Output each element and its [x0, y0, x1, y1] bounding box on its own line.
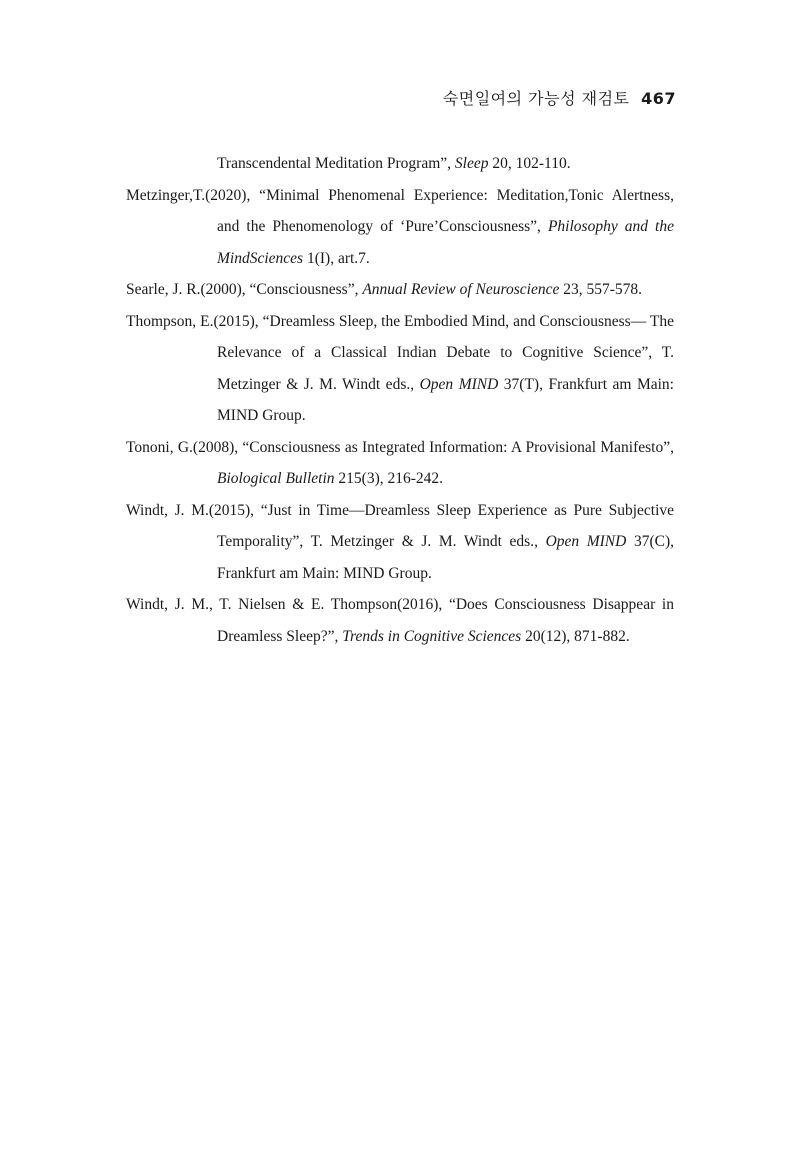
reference-source: Open MIND — [419, 375, 499, 393]
reference-text: Tononi, G.(2008), “Consciousness as Integrated Information: A Provisional Manifesto”, — [126, 438, 674, 456]
reference-source: Annual Review of Neuroscience — [362, 281, 560, 298]
running-header — [443, 86, 676, 109]
reference-text: Thompson, E.(2015), “Dreamless Sleep, the Embodied Mind, and Consciousness— The Relevance of a Classical Indian Debate to Cognitive Science”, T. Metzinger & J. M. Windt eds., — [126, 312, 674, 393]
reference-source: Sleep — [454, 155, 489, 172]
running-header-title: 숙면일여의 가능성 재검토 — [442, 89, 630, 108]
reference-text: Transcendental Meditation Program”, — [217, 155, 455, 172]
reference-details: 37(C), Frankfurt am Main: MIND Group. — [217, 533, 674, 582]
reference-source: Open MIND — [545, 533, 627, 550]
reference-text: Searle, J. R.(2000), “Consciousness”, — [126, 281, 363, 298]
reference-details: 20, 102-110. — [488, 155, 571, 172]
reference-entry — [126, 589, 674, 652]
reference-text: Windt, J. M.(2015), “Just in Time—Dreamless Sleep Experience as Pure Subjective Temporality”, T. Metzinger & J. M. Windt eds., — [126, 501, 674, 550]
reference-entry — [126, 180, 674, 275]
page-number: 467 — [641, 89, 676, 108]
reference-source: Philosophy and the MindSciences — [217, 218, 674, 267]
reference-details: 20(12), 871-882. — [521, 627, 630, 645]
reference-details: 215(3), 216-242. — [334, 470, 444, 487]
reference-entry — [126, 148, 674, 180]
reference-entry — [126, 495, 674, 590]
reference-text: Windt, J. M., T. Nielsen & E. Thompson(2016), “Does Consciousness Disappear in Dreamless Sleep?”, — [126, 596, 674, 645]
reference-details: 37(T), Frankfurt am Main: MIND Group. — [217, 375, 674, 424]
reference-list — [126, 148, 674, 652]
reference-entry — [126, 306, 674, 432]
reference-source: Trends in Cognitive Sciences — [342, 627, 522, 645]
reference-details: 23, 557-578. — [559, 281, 643, 298]
reference-source: Biological Bulletin — [217, 470, 335, 487]
reference-details: 1(I), art.7. — [303, 249, 370, 267]
reference-text: Metzinger,T.(2020), “Minimal Phenomenal Experience: Meditation,Tonic Alertness, and the Phenomenology of ‘Pure’Consciousness”, — [126, 186, 674, 235]
reference-entry — [126, 432, 674, 495]
reference-entry — [126, 274, 674, 306]
